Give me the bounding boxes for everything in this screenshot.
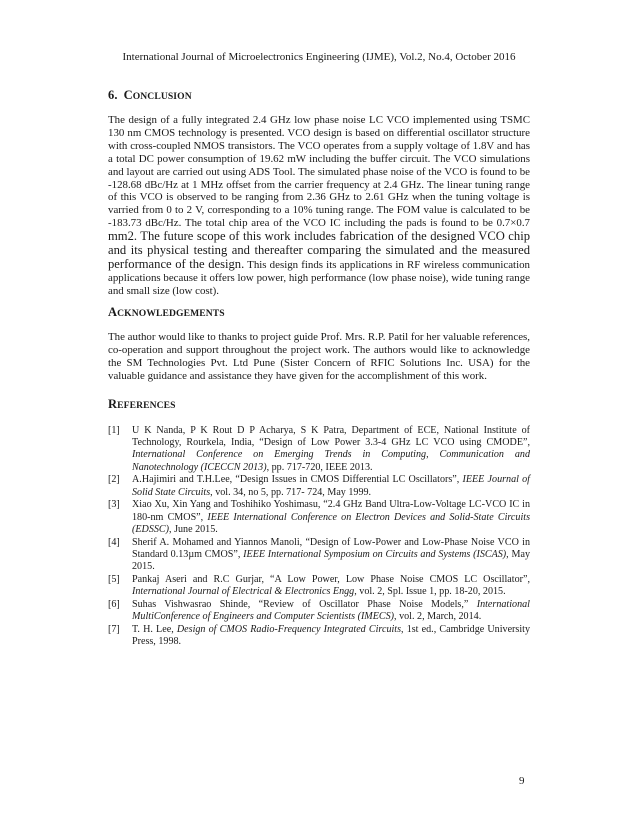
heading-rest: ONCLUSION <box>132 91 192 102</box>
conclusion-text-b: mm2. The future scope of this work includes fabrication of the designed VCO chip and its physical testing and thereafter comparing the simulated and the measured performance of the design. <box>108 229 530 271</box>
conclusion-text-a: The design of a fully integrated 2.4 GHz low phase noise LC VCO implemented using TSMC 130 nm CMOS technology is presented. VCO design is based on differential oscillator structure with cross-coupled NMOS transistors. The VCO operates from a supply voltage of 1.8V and has a total DC power consumption of 19.62 mW including the buffer circuit. The VCO simulations and layout are carried out using ADS Tool. The simulated phase noise of the VCO is found to be -128.68 dBc/Hz at 1 MHz offset from the carrier frequency at 2.4 GHz. The linear tuning range of this VCO is observed to be ranging from 2.36 GHz to 2.61 GHz when the tuning voltage is varried from 0 to 2 V, corresponding to a 10% tuning range. The FOM value is calculated to be -183.73 dBc/Hz. The total chip area of the VCO IC including the pads is found to be 0.7×0.7 <box>108 114 530 230</box>
reference-details: , pp. 717-720, IEEE 2013. <box>266 461 373 473</box>
reference-item <box>108 599 530 623</box>
running-header: International Journal of Microelectronics Engineering (IJME), Vol.2, No.4, October 2016 <box>122 51 516 63</box>
acknowledgements-paragraph: The author would like to thanks to project guide Prof. Mrs. R.P. Patil for her valuable references, co-operation and support throughout the project work. The authors would like to acknowledge the SM Technologies Pvt. Ltd Pune (Sister Concern of RFIC Solutions Inc. USA) for the valuable guidance and assistance they have given for the accomplishment of this work. <box>108 331 530 382</box>
reference-item <box>108 474 530 498</box>
references-heading <box>108 397 176 413</box>
reference-authors-title: Suhas Vishwasrao Shinde, “Review of Oscillator Phase Noise Models,” <box>132 598 477 610</box>
reference-authors-title: Pankaj Aseri and R.C Gurjar, “A Low Power, Low Phase Noise CMOS LC Oscillator”, <box>132 573 530 585</box>
reference-marker: [5] <box>108 573 120 585</box>
heading-rest: CKNOWLEDGEMENTS <box>117 308 225 319</box>
heading-initial: A <box>108 305 118 319</box>
reference-marker: [3] <box>108 499 120 511</box>
reference-details: , vol. 2, March, 2014. <box>394 611 482 623</box>
heading-initial: C <box>123 88 133 102</box>
reference-item <box>108 574 530 598</box>
section-number: 6. <box>108 88 118 102</box>
heading-rest: EFERENCES <box>117 400 176 411</box>
page-number: 9 <box>519 775 525 787</box>
reference-venue: IEEE International Symposium on Circuits and Systems (ISCAS), <box>243 548 509 560</box>
reference-authors-title: A.Hajimiri and T.H.Lee, “Design Issues in CMOS Differential LC Oscillators”, <box>132 474 463 486</box>
reference-details: , June 2015. <box>169 523 218 535</box>
reference-item <box>108 537 530 574</box>
reference-venue: International Conference on Emerging Trends in Computing, Communication and Nanotechnology (ICECCN 2013) <box>132 449 530 473</box>
reference-item <box>108 499 530 536</box>
conclusion-text-c: This design finds its applications in RF wireless communication applications because it offers low power, high performance (low phase noise), wide tuning range and small size (low cost). <box>108 258 530 297</box>
reference-details: , 1st ed., Cambridge University Press, 1998. <box>132 623 530 648</box>
heading-initial: R <box>108 397 118 411</box>
reference-marker: [4] <box>108 536 120 548</box>
reference-marker: [1] <box>108 425 120 436</box>
conclusion-paragraph <box>108 114 530 298</box>
reference-item <box>108 425 530 474</box>
conclusion-heading <box>108 88 192 104</box>
reference-marker: [7] <box>108 623 120 635</box>
reference-authors-title: U K Nanda, P K Rout D P Acharya, S K Patra, Department of ECE, National Institute of Technology, Rourkela, India, “Design of Low Power 3.3-4 GHz LC VCO using CMODE”, <box>132 425 530 449</box>
reference-venue: International Journal of Electrical & Electronics Engg <box>132 586 355 598</box>
reference-venue: IEEE International Conference on Electron Devices and Solid-State Circuits (EDSSC) <box>132 511 530 535</box>
reference-venue: IEEE Journal of Solid State Circuits <box>132 474 530 498</box>
reference-details: , vol. 34, no 5, pp. 717- 724, May 1999. <box>210 486 372 498</box>
reference-list <box>108 425 530 649</box>
reference-marker: [6] <box>108 598 120 610</box>
reference-authors-title: T. H. Lee, <box>132 623 177 635</box>
reference-venue: Design of CMOS Radio-Frequency Integrated Circuits <box>176 623 402 635</box>
reference-details: , vol. 2, Spl. Issue 1, pp. 18-20, 2015. <box>354 586 506 598</box>
reference-authors-title: Sherif A. Mohamed and Yiannos Manoli, “Design of Low-Power and Low-Phase Noise VCO in Standard 0.13µm CMOS”, <box>132 536 530 560</box>
reference-venue: International MultiConference of Engineers and Computer Scientists (IMECS) <box>132 598 530 623</box>
reference-marker: [2] <box>108 474 120 486</box>
reference-details: May 2015. <box>132 548 530 573</box>
reference-item <box>108 624 530 648</box>
acknowledgements-heading <box>108 305 225 321</box>
reference-authors-title: Xiao Xu, Xin Yang and Toshihiko Yoshimasu, “2.4 GHz Band Ultra-Low-Voltage LC-VCO IC in 180-nm CMOS”, <box>132 499 530 523</box>
